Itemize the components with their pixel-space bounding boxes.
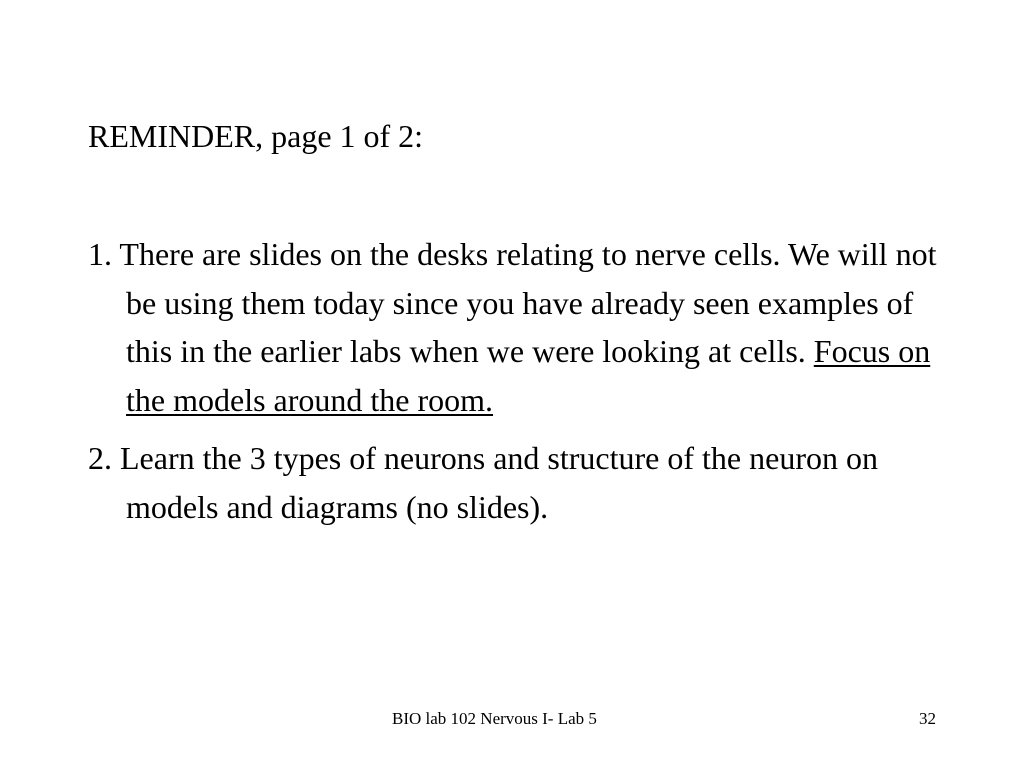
reminder-item-1-text: 1. There are slides on the desks relating to nerve cells. We will not be using them today since you have already seen examples of this in the earlier labs when we were looking at cells.: [88, 236, 937, 369]
focus-on-models-link[interactable]: Focus on the models around the room.: [126, 333, 931, 418]
reminder-list: [88, 230, 948, 531]
reminder-item-2: [88, 434, 948, 531]
reminder-item-2-text: 2. Learn the 3 types of neurons and structure of the neuron on models and diagrams (no slides).: [88, 440, 878, 525]
slide-title: REMINDER, page 1 of 2:: [88, 118, 424, 154]
reminder-item-1: [88, 230, 948, 424]
footer-text: BIO lab 102 Nervous I- Lab 5: [392, 709, 597, 728]
page-number: 32: [919, 709, 936, 728]
